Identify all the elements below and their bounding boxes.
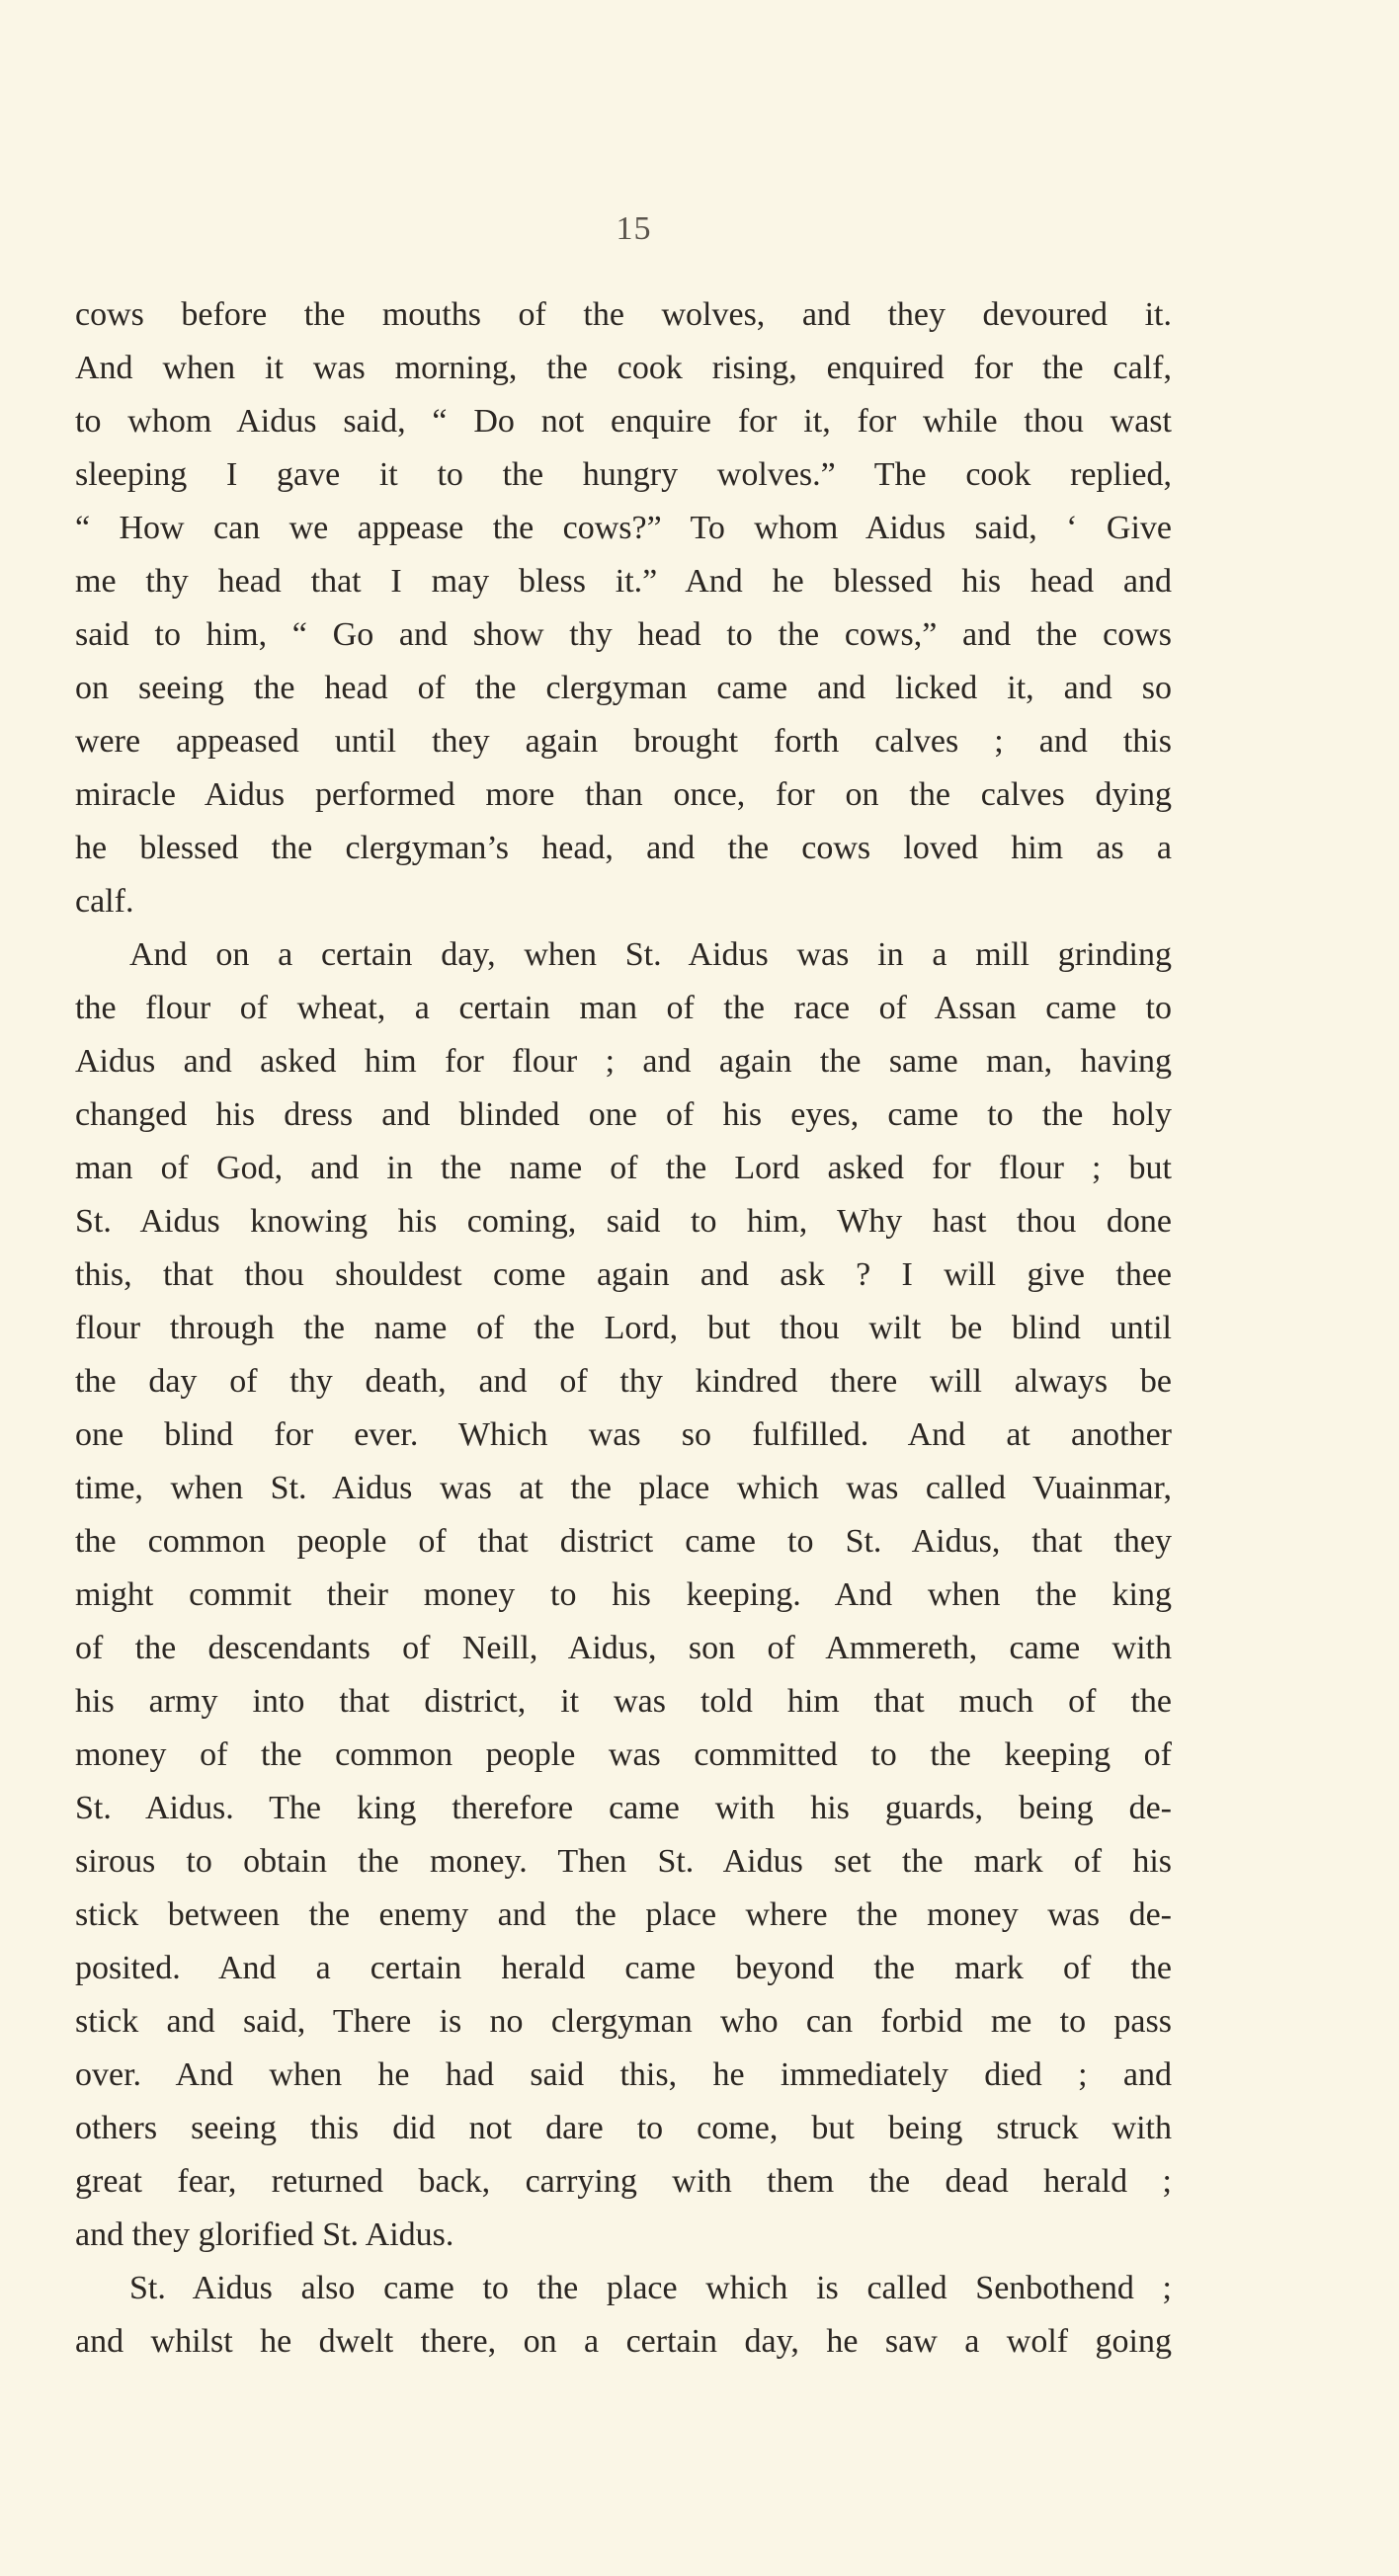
text-line: stick and said, There is no clergyman who can forbid me to pass xyxy=(75,2003,1172,2040)
text-line: the common people of that district came to St. Aidus, that they xyxy=(75,1523,1172,1560)
text-line: stick between the enemy and the place where the money was de- xyxy=(75,1896,1172,1933)
text-line: man of God, and in the name of the Lord asked for flour ; but xyxy=(75,1150,1172,1186)
text-line: might commit their money to his keeping. And when the king xyxy=(75,1576,1172,1613)
text-line: miracle Aidus performed more than once, for on the calves dying xyxy=(75,776,1172,813)
text-line: changed his dress and blinded one of his eyes, came to the holy xyxy=(75,1096,1172,1133)
text-line: posited. And a certain herald came beyond the mark of the xyxy=(75,1950,1172,1986)
page-number: 15 xyxy=(616,210,652,247)
text-line: and they glorified St. Aidus. xyxy=(75,2216,454,2253)
text-line: were appeased until they again brought forth calves ; and this xyxy=(75,723,1172,760)
text-line: St. Aidus. The king therefore came with his guards, being de- xyxy=(75,1790,1172,1826)
text-line: me thy head that I may bless it.” And he blessed his head and xyxy=(75,563,1172,600)
text-line: money of the common people was committed to the keeping of xyxy=(75,1736,1172,1773)
text-line: And when it was morning, the cook rising, enquired for the calf, xyxy=(75,350,1172,386)
text-line: great fear, returned back, carrying with them the dead herald ; xyxy=(75,2163,1172,2200)
text-line: time, when St. Aidus was at the place which was called Vuainmar, xyxy=(75,1470,1172,1506)
text-line: and whilst he dwelt there, on a certain day, he saw a wolf going xyxy=(75,2323,1172,2360)
text-line: one blind for ever. Which was so fulfilled. And at another xyxy=(75,1416,1172,1453)
text-line: cows before the mouths of the wolves, and they devoured it. xyxy=(75,296,1172,333)
text-line: the day of thy death, and of thy kindred there will always be xyxy=(75,1363,1172,1400)
text-line: this, that thou shouldest come again and ask ? I will give thee xyxy=(75,1256,1172,1293)
text-line: said to him, “ Go and show thy head to the cows,” and the cows xyxy=(75,616,1172,653)
text-line: Aidus and asked him for flour ; and again the same man, having xyxy=(75,1043,1172,1080)
text-line: sleeping I gave it to the hungry wolves.” The cook replied, xyxy=(75,456,1172,493)
text-line: on seeing the head of the clergyman came and licked it, and so xyxy=(75,670,1172,706)
text-line: sirous to obtain the money. Then St. Aidus set the mark of his xyxy=(75,1843,1172,1880)
text-line: flour through the name of the Lord, but thou wilt be blind until xyxy=(75,1310,1172,1346)
text-line: others seeing this did not dare to come, but being struck with xyxy=(75,2110,1172,2146)
text-line: St. Aidus knowing his coming, said to him, Why hast thou done xyxy=(75,1203,1172,1240)
text-line: to whom Aidus said, “ Do not enquire for it, for while thou wast xyxy=(75,403,1172,440)
text-line: St. Aidus also came to the place which is called Senbothend ; xyxy=(129,2270,1172,2306)
text-line: his army into that district, it was told him that much of the xyxy=(75,1683,1172,1720)
text-line: “ How can we appease the cows?” To whom Aidus said, ‘ Give xyxy=(75,510,1172,546)
text-line: of the descendants of Neill, Aidus, son of Ammereth, came with xyxy=(75,1630,1172,1666)
text-line: the flour of wheat, a certain man of the race of Assan came to xyxy=(75,990,1172,1026)
body-text xyxy=(75,288,1172,2369)
text-line: over. And when he had said this, he immediately died ; and xyxy=(75,2056,1172,2093)
text-line: he blessed the clergyman’s head, and the cows loved him as a xyxy=(75,830,1172,866)
text-line: calf. xyxy=(75,883,134,920)
text-line: And on a certain day, when St. Aidus was in a mill grinding xyxy=(129,936,1172,973)
